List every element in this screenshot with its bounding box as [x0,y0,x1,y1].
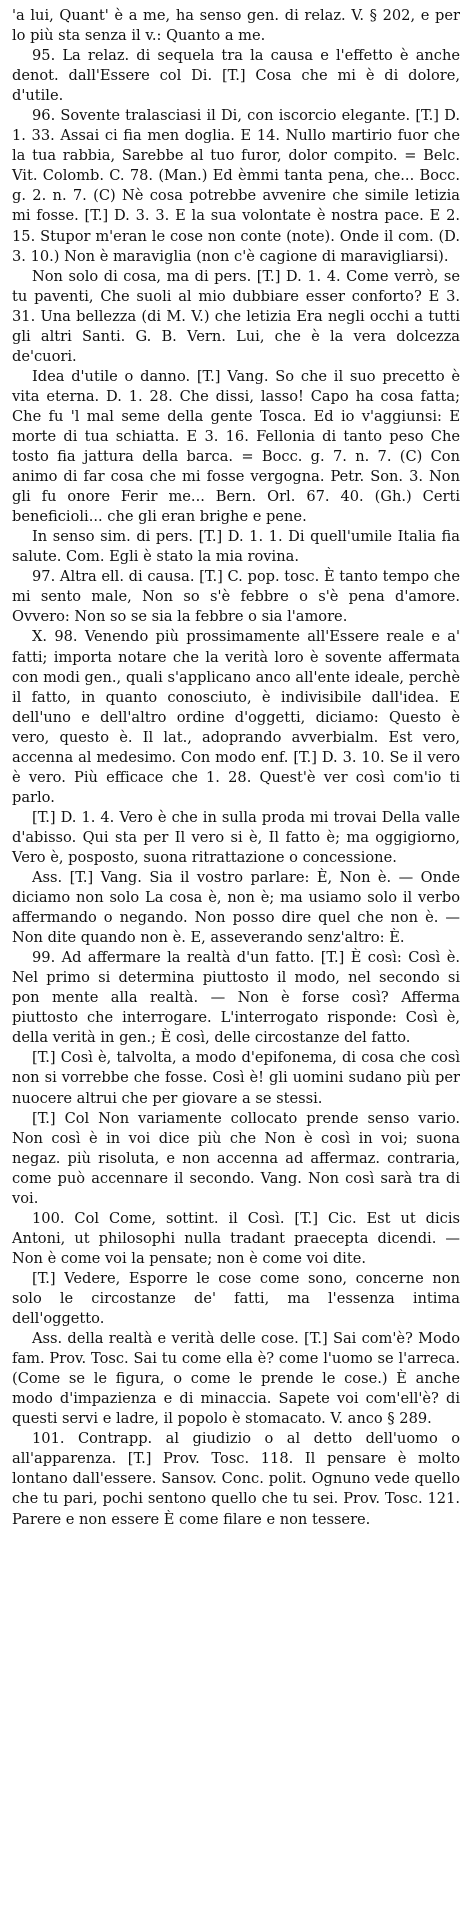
paragraph-senso-simile: In senso sim. di pers. [T.] D. 1. 1. Di quell'umile Italia fia salute. Com. Egli è stato la mia rovina. [12,528,460,566]
paragraph-realta-verita: Ass. della realtà e verità delle cose. [T.] Sai com'è? Modo fam. Prov. Tosc. Sai tu come ella è? come l'uomo se l'arreca. (Come se le figura, o come le prende le cose.) È anche modo d'impazienza e di minaccia. Sapete voi com'ell'è? di questi servi e ladre, il popolo è stomacato. V. anco § 289. [12,1330,460,1428]
paragraph-utile-danno: Idea d'utile o danno. [T.] Vang. So che il suo precetto è vita eterna. D. 1. 28. Che dissi, lasso! Capo ha cosa fatta; Che fu 'l mal seme della gente Tosca. Ed io v'aggiunsi: E morte di tua schiatta. E 3. 16. Fellonia di tanto peso Che tosto fia jattura della barca. = Bocc. g. 7. n. 7. (C) Con animo di far cosa che mi fosse vergogna. Petr. Son. 3. Non gli fu onore Ferir me... Bern. Orl. 67. 40. (Gh.) Certi beneficioli... che gli eran brighe e pene. [12,367,460,526]
paragraph-assoluto: Ass. [T.] Vang. Sia il vostro parlare: È, Non è. — Onde diciamo non solo La cosa è, non è; ma usiamo solo il verbo affermando o negando. Non posso dire quel che non è. — Non dite quando non è. E, asseverando senz'altro: È. [12,869,460,947]
paragraph-di-persona: Non solo di cosa, ma di pers. [T.] D. 1. 4. Come verrò, se tu paventi, Che suoli al mio dubbiare esser conforto? E 3. 31. Una bellezza (di M. V.) che letizia Era negli occhi a tutti gli altri Santi. G. B. Vern. Lui, che è la vera dolcezza de'cuori. [12,267,460,365]
paragraph-vero-e: [T.] D. 1. 4. Vero è che in sulla proda mi trovai Della valle d'abisso. Qui sta per Il vero si è, Il fatto è; ma oggigiorno, Vero è, posposto, suona ritrattazione o concessione. [12,808,460,866]
paragraph-section-96: 96. Sovente tralasciasi il Di, con iscorcio elegante. [T.] D. 1. 33. Assai ci fia men doglia. E 14. Nullo martirio fuor che la tua rabbia, Sarebbe al tuo furor, dolor compito. = Belc. Vit. Colomb. C. 78. (Man.) Ed èmmi tanta pena, che... Bocc. g. 2. n. 7. (C) Nè cosa potrebbe avvenire che simile letizia mi fosse. [T.] D. 3. 3. E la sua volontate è nostra pace. E 2. 15. Stupor m'eran le cose non conte (note). Onde il com. (D. 3. 10.) Non è maraviglia (non c'è cagione di maravigliarsi). [12,107,460,265]
paragraph-section-98: X. 98. Venendo più prossimamente all'Essere reale e a' fatti; importa notare che la verità loro è sovente affermata con modi gen., quali s'applicano anco all'ente ideale, perchè il fatto, in quanto conosciuto, è indivisibile dall'idea. E dell'uno e dell'altro ordine d'oggetti, diciamo: Questo è vero, questo è. Il lat., adoprando avverbialm. Est vero, accenna al medesimo. Con modo enf. [T.] D. 3. 10. Se il vero è vero. Più efficace che 1. 28. Quest'è ver così com'io ti parlo. [12,628,460,806]
paragraph-vedere: [T.] Vedere, Esporre le cose come sono, concerne non solo le circostanze de' fatti, ma l'essenza intima dell'oggetto. [12,1269,460,1328]
paragraph-section-99: 99. Ad affermare la realtà d'un fatto. [T.] È così: Così è. Nel primo si determina piuttosto il modo, nel secondo si pon mente alla realtà. — Non è forse così? Afferma piuttosto che interrogare. L'interrogato risponde: Così è, della verità in gen.; È così, delle circostanze del fatto. [12,949,460,1047]
paragraph-section-101: 101. Contrapp. al giudizio o al detto dell'uomo o all'apparenza. [T.] Prov. Tosc. 118. Il pensare è molto lontano dall'essere. Sansov. Conc. polit. Ognuno vede quello che tu pari, pochi sentono quello che tu sei. Prov. Tosc. 121. Parere e non essere È come filare e non tessere. [12,1430,460,1528]
paragraph-epifonema: [T.] Così è, talvolta, a modo d'epifonema, di cosa che così non si vorrebbe che fosse. Così è! gli uomini sudano più per nuocere altrui che per giovare a se stessi. [12,1049,460,1107]
paragraph-section-97: 97. Altra ell. di causa. [T.] C. pop. tosc. È tanto tempo che mi sento male, Non so s'è febbre o s'è pena d'amore. Ovvero: Non so se sia la febbre o sia l'amore. [12,568,460,626]
paragraph-section-100: 100. Col Come, sottint. il Così. [T.] Cic. Est ut dicis Antoni, ut philosophi nulla tradant praecepta dicendi. — Non è come voi la pensate; non è come voi dite. [12,1209,460,1267]
paragraph-section-95: 95. La relaz. di sequela tra la causa e l'effetto è anche denot. dall'Essere col Di. [T.] Cosa che mi è di dolore, d'utile. [12,47,460,105]
paragraph-col-non: [T.] Col Non variamente collocato prende senso vario. Non così è in voi dice più che Non è così in voi; suona negaz. più risoluta, e non accenna ad affermaz. contraria, come può accennare il secondo. Vang. Non così sarà tra di voi. [12,1109,460,1207]
paragraph-continuation: 'a lui, Quant' è a me, ha senso gen. di relaz. V. § 202, e per lo più sta senza il v.: Quanto a me. [12,7,460,45]
